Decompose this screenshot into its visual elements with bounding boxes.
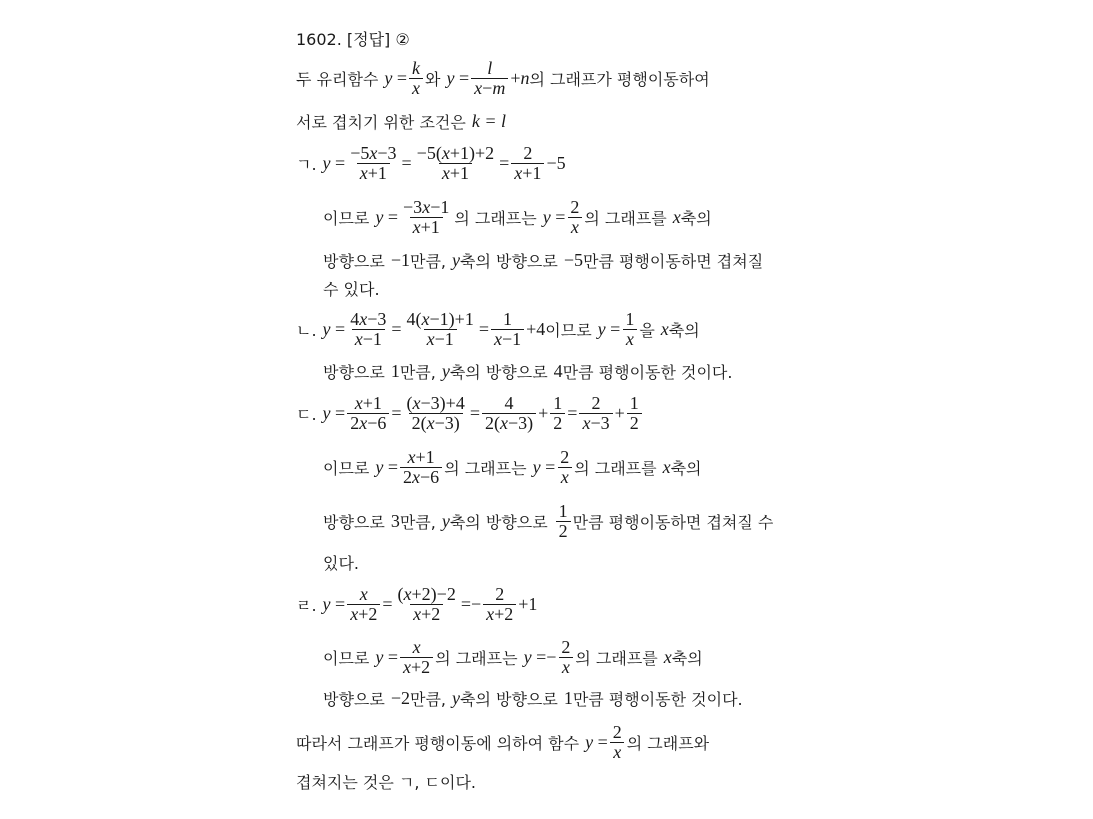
shift-y-value: 1 [563,687,573,708]
conclusion-line-2 [296,756,476,806]
conclusion-answer: 겹쳐지는 것은 ㄱ, ㄷ이다. [296,772,476,792]
fraction: $\frac{1}{2}$ [556,502,571,541]
end-text: 있다. [323,553,359,573]
fraction: $\frac{k}{x}$ [409,59,423,98]
fraction: $\frac{-5(x+1)+2}{x+1}$ [416,142,495,183]
result-text: 만큼 평행이동하면 겹쳐질 [582,251,764,271]
direction-text: 방향으로 [323,251,385,271]
fraction: $\frac{2}{x}$ [557,448,572,487]
object-particle: 을 [639,320,655,340]
graph-is-text: 의 그래프는 [444,458,527,478]
math: y [384,67,393,88]
fraction: $\frac{1}{x-1}$ [491,310,524,349]
fraction: $\frac{4}{2(x-3)}$ [482,394,536,433]
y-direction-text: 축의 방향으로 [449,512,548,532]
x-axis-text: 축의 [668,320,700,340]
fraction: $\frac{2}{x+1}$ [511,144,544,183]
fraction: $\frac{4x-3}{x-1}$ [350,308,387,349]
then-text: 이므로 [545,320,592,340]
fraction: $\frac{-3x-1}{x+1}$ [403,196,450,237]
fraction: $\frac{x+1}{2x-6}$ [400,448,442,487]
intro-text-d: 서로 겹치기 위한 조건은 [296,112,466,132]
fraction: $\frac{(x+2)-2}{x+2}$ [397,583,456,624]
graph-is-text: 의 그래프는 [454,208,537,228]
direction-text: 방향으로 [323,512,385,532]
fraction: $\frac{l}{x-m}$ [471,59,508,98]
fraction: $\frac{4(x-1)+1}{x-1}$ [406,308,474,349]
shift-y-value: −5 [563,249,583,270]
math: = [454,67,470,88]
y-direction-text: 축의 방향으로 [449,362,548,382]
x-axis-text: 축의 [671,648,703,668]
conclusion-text-a: 따라서 그래프가 평행이동에 의하여 함수 [296,733,580,753]
header-text: 1602. [정답] ② [296,29,410,49]
x-axis-text: 축의 [670,458,702,478]
result-text: 만큼 평행이동한 것이다. [562,362,733,382]
amount-text: 만큼, [399,362,436,382]
result-text: 만큼 평행이동한 것이다. [572,689,743,709]
end-text: 수 있다. [323,279,380,299]
fraction: $\frac{2}{x-3}$ [579,394,612,433]
conclusion-line-1: 따라서 그래프가 평행이동에 의하여 함수 y = $\frac{2}{x}$ 의 그래프와 [296,721,710,762]
item-g-equation: ㄱ. y = $\frac{-5x-3}{x+1}$ = $\frac{-5(x+1)+2}{x+1}$ = $\frac{2}{x+1}$ −5 [296,142,566,183]
shift-x-value: −1 [390,249,410,270]
fraction: $\frac{x+1}{2x-6}$ [347,394,389,433]
fraction: $\frac{x}{x+2}$ [347,585,380,624]
item-d-line-2: 이므로 y = $\frac{x+1}{2x-6}$ 의 그래프는 y = $\frac{2}{x}$ 의 그래프를 x 축의 [323,446,702,487]
amount-text: 만큼, [409,251,446,271]
y-direction-text: 축의 방향으로 [459,689,558,709]
shift-y-value: 4 [553,360,563,381]
conclusion-text-b: 의 그래프와 [626,733,710,753]
item-g-line-2: 이므로 y = $\frac{-3x-1}{x+1}$ 의 그래프는 y = $\frac{2}{x}$ 의 그래프를 x 축의 [323,196,712,237]
math: +n [510,67,530,88]
intro-text-c: 의 그래프가 평행이동하여 [529,69,710,89]
item-r-line-3: 방향으로 −2 만큼, y 축의 방향으로 1 만큼 평행이동한 것이다. [323,687,743,709]
item-marker: ㄱ. [296,154,317,174]
fraction: $\frac{(x-3)+4}{2(x-3)}$ [406,392,465,433]
graph-of-text: 의 그래프를 [574,458,657,478]
then-text: 이므로 [323,648,370,668]
item-marker: ㄷ. [296,404,317,424]
fraction: $\frac{2}{x+2}$ [483,585,516,624]
shift-x-value: −2 [390,687,410,708]
fraction: $\frac{1}{2}$ [627,394,642,433]
fraction: $\frac{1}{2}$ [550,394,565,433]
shift-x-value: 1 [390,360,400,381]
result-text: 만큼 평행이동하면 겹쳐질 수 [572,512,774,532]
item-n-equation: ㄴ. y = $\frac{4x-3}{x-1}$ = $\frac{4(x-1)+1}{x-1}$ = $\frac{1}{x-1}$ +4 이므로 y = $\frac{1}{x}$ 을 x 축의 [296,308,700,349]
fraction: $\frac{2}{x}$ [610,723,625,762]
item-marker: ㄹ. [296,595,317,615]
intro-text-b: 와 [425,69,441,89]
graph-of-text: 의 그래프를 [575,648,658,668]
item-n-line-2: 방향으로 1 만큼, y 축의 방향으로 4 만큼 평행이동한 것이다. [323,360,733,382]
math: y [446,67,455,88]
amount-text: 만큼, [409,689,446,709]
fraction: $\frac{2}{x}$ [567,198,582,237]
item-g-line-3: 방향으로 −1 만큼, y 축의 방향으로 −5 만큼 평행이동하면 겹쳐질 [323,249,764,271]
condition-math: k = l [471,110,506,131]
item-d-line-3: 방향으로 3 만큼, y 축의 방향으로 $\frac{1}{2}$ 만큼 평행이동하면 겹쳐질 수 [323,500,774,541]
graph-is-text: 의 그래프는 [435,648,518,668]
math: = [392,67,408,88]
direction-text: 방향으로 [323,362,385,382]
then-text: 이므로 [323,458,370,478]
shift-x-value: 3 [390,510,400,531]
fraction: $\frac{2}{x}$ [558,638,573,677]
fraction: $\frac{1}{x}$ [622,310,637,349]
item-r-line-2: 이므로 y = $\frac{x}{x+2}$ 의 그래프는 y =− $\frac{2}{x}$ 의 그래프를 x 축의 [323,636,703,677]
amount-text: 만큼, [399,512,436,532]
direction-text: 방향으로 [323,689,385,709]
fraction: $\frac{x}{x+2}$ [400,638,433,677]
y-direction-text: 축의 방향으로 [459,251,558,271]
x-axis-text: 축의 [680,208,712,228]
item-d-equation: ㄷ. y = $\frac{x+1}{2x-6}$ = $\frac{(x-3)+4}{2(x-3)}$ = $\frac{4}{2(x-3)}$ + $\frac{1}{2}$ = $\frac{2}{x-3}$ + $\frac{1}{2}$ [296,388,644,438]
item-r-equation: ㄹ. y = $\frac{x}{x+2}$ = $\frac{(x+2)-2}{x+2}$ =− $\frac{2}{x+2}$ +1 [296,583,538,624]
graph-of-text: 의 그래프를 [584,208,667,228]
then-text: 이므로 [323,208,370,228]
item-marker: ㄴ. [296,320,317,340]
intro-text-a: 두 유리함수 [296,69,379,89]
fraction: $\frac{-5x-3}{x+1}$ [350,142,397,183]
